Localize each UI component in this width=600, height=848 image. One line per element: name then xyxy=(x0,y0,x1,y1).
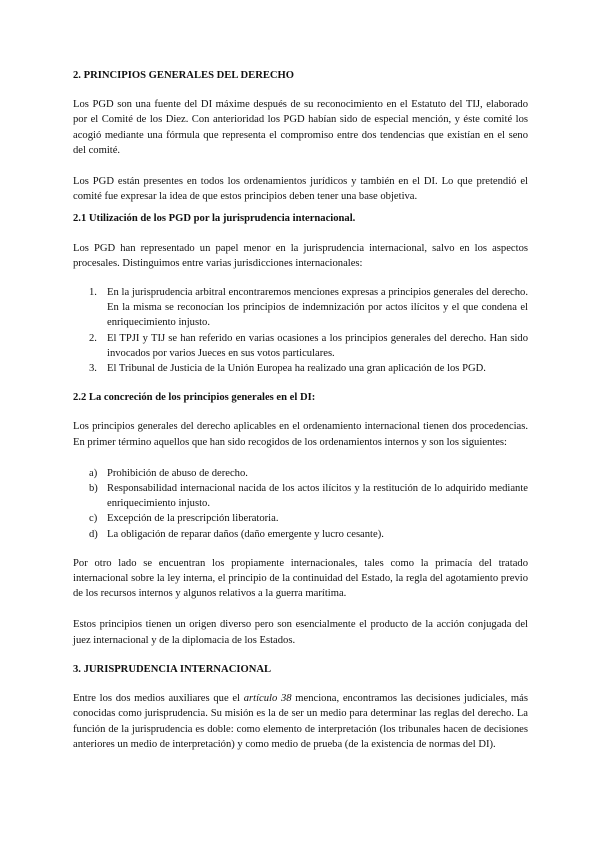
list-item-text: El TPJI y TIJ se han referido en varias ocasiones a los principios generales del derecho. Han sido invocados por varios Jueces en sus votos particulares. xyxy=(107,332,528,359)
document-page xyxy=(73,68,528,752)
section-2-2-paragraph-other: Por otro lado se encuentran los propiamente internacionales, tales como la primacía del tratado internacional sobre la ley interna, el principio de la continuidad del Estado, la regla del agotamiento previo de los recursos internos y algunos relativos a la guerra marítima. xyxy=(73,557,528,600)
list-item xyxy=(73,361,528,376)
section-2-heading: 2. PRINCIPIOS GENERALES DEL DERECHO xyxy=(73,70,295,81)
jurisdiction-list xyxy=(73,285,528,376)
list-item-text: Excepción de la prescripción liberatoria. xyxy=(107,513,279,525)
section-2-1-heading: 2.1 Utilización de los PGD por la jurisprudencia internacional. xyxy=(73,213,356,225)
list-marker: d) xyxy=(89,528,98,540)
section-2-2-paragraph-origin: Estos principios tienen un origen diverso pero son esencialmente el producto de la acción conjugada del juez internacional y de la diplomacia de los Estados. xyxy=(73,619,528,646)
section-3-heading: 3. JURISPRUDENCIA INTERNACIONAL xyxy=(73,663,272,675)
list-item-text: La obligación de reparar daños (daño emergente y lucro cesante). xyxy=(107,528,384,540)
list-marker: c) xyxy=(89,513,98,525)
list-item-text: En la jurisprudencia arbitral encontraremos menciones expresas a principios generales del derecho. En la misma se reconocían los principios de indemnización por actos ilícitos y el que condena el enriquecimiento injusto. xyxy=(107,287,528,329)
list-item-text: Prohibición de abuso de derecho. xyxy=(107,467,248,479)
list-marker: 3. xyxy=(89,363,97,375)
section-2-paragraph-2: Los PGD están presentes en todos los ordenamientos jurídicos y también en el DI. Lo que pretendió el comité fue expresar la idea de que estos principios deben tener una base objetiva. xyxy=(73,176,528,203)
list-item xyxy=(73,511,528,526)
section-3-text-after: menciona, encontramos las decisiones judiciales, más conocidas como jurisprudencia. Su misión es la de ser un medio para determinar las reglas del derecho. La función de la jurisprudencia es doble: como elemento de interpretación (los tribunales hacen de decisiones anteriores un medio de interpretación) y como medio de prueba (de la existencia de normas del DI). xyxy=(73,693,528,750)
list-item-text: El Tribunal de Justicia de la Unión Europea ha realizado una gran aplicación de los PGD. xyxy=(107,363,486,375)
list-item-text: Responsabilidad internacional nacida de los actos ilícitos y la restitución de lo adquirido mediante enriquecimiento injusto. xyxy=(107,483,528,510)
principles-list xyxy=(73,466,528,542)
list-item xyxy=(73,331,528,361)
list-marker: 1. xyxy=(89,287,97,299)
list-marker: a) xyxy=(89,467,98,479)
section-2-2-heading: 2.2 La concreción de los principios generales en el DI: xyxy=(73,392,316,404)
list-item xyxy=(73,527,528,542)
list-marker: 2. xyxy=(89,332,97,344)
section-2-paragraph-1: Los PGD son una fuente del DI máxime después de su reconocimiento en el Estatuto del TIJ, elaborado por el Comité de los Diez. Con anterioridad los PGD habían sido de especial mención, y éste comité los acogió mediante una fórmula que representa el compromiso entre dos tendencias que existían en el seno del comité. xyxy=(73,99,528,156)
section-2-1-intro: Los PGD han representado un papel menor en la jurisprudencia internacional, salvo en los aspectos procesales. Distinguimos entre varias jurisdicciones internacionales: xyxy=(73,242,528,269)
list-marker: b) xyxy=(89,483,98,495)
article-38-reference: artículo 38 xyxy=(243,693,292,705)
list-item xyxy=(73,481,528,511)
section-2-2-intro: Los principios generales del derecho aplicables en el ordenamiento internacional tienen dos procedencias. En primer término aquellos que han sido recogidos de los ordenamientos internos y son los siguientes: xyxy=(73,421,528,448)
list-item xyxy=(73,285,528,331)
list-item xyxy=(73,466,528,481)
section-3-paragraph xyxy=(73,691,528,752)
section-3-text-before: Entre los dos medios auxiliares que el xyxy=(73,693,244,705)
